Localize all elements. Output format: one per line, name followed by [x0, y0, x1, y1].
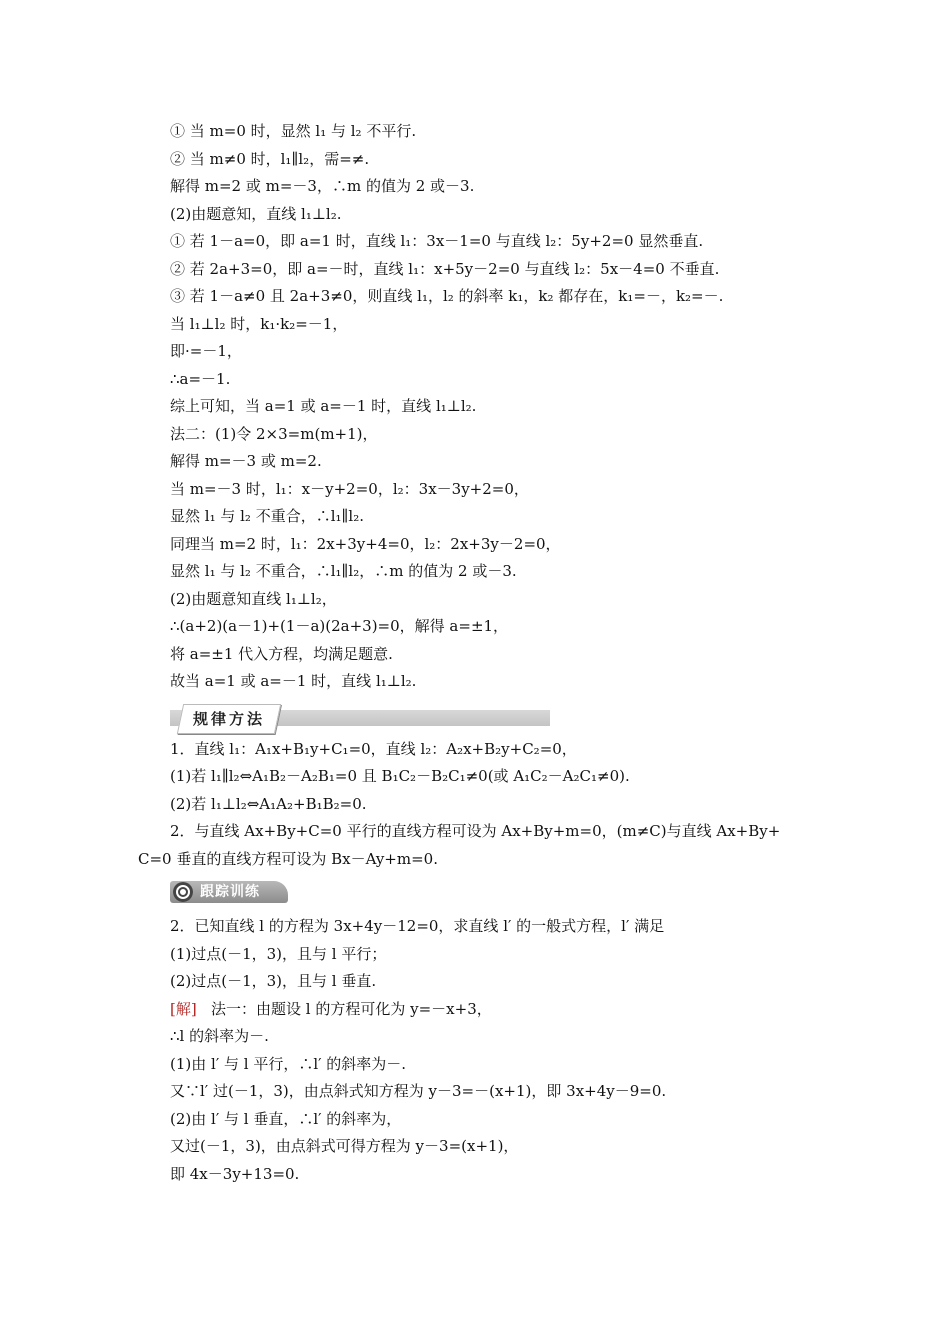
method-section: [138, 736, 820, 874]
text-line: C=0 垂直的直线方程可设为 Bx－Ay+m=0.: [138, 849, 438, 868]
method-banner: [170, 702, 820, 732]
text-line: (1)由 l′ 与 l 平行，∴l′ 的斜率为－.: [170, 1054, 407, 1073]
text-line: 显然 l₁ 与 l₂ 不重合，∴l₁∥l₂，∴m 的值为 2 或－3.: [170, 562, 517, 580]
text-line: (2)若 l₁⊥l₂⇔A₁A₂+B₁B₂=0.: [170, 794, 367, 813]
text-line: 显然 l₁ 与 l₂ 不重合，∴l₁∥l₂.: [170, 507, 365, 525]
text-line: ② 当 m≠0 时，l₁∥l₂，需=≠.: [170, 149, 370, 168]
practice-section: [170, 913, 820, 1188]
text-line: 法二：(1)令 2×3=m(m+1)，: [170, 424, 378, 443]
text-line: (2)由 l′ 与 l 垂直，∴l′ 的斜率为，: [170, 1109, 402, 1128]
text-line: (2)由题意知，直线 l₁⊥l₂.: [170, 204, 342, 223]
text-line: 即·=－1，: [170, 342, 242, 360]
text-line: (2)过点(－1，3)，且与 l 垂直.: [170, 972, 377, 990]
text-line: 又过(－1，3)，由点斜式可得方程为 y－3=(x+1)，: [170, 1137, 519, 1155]
solution-text: 法一：由题设 l 的方程可化为 y=－x+3，: [211, 999, 492, 1018]
practice-banner: [170, 879, 820, 907]
solution-tag: [解]: [170, 999, 197, 1018]
banner-label: 跟踪训练: [200, 884, 260, 900]
text-line: (1)若 l₁∥l₂⇔A₁B₂－A₂B₁=0 且 B₁C₂－B₂C₁≠0(或 A₁C₂－A₂C₁≠0).: [170, 767, 630, 785]
banner-label-text: 规律方法: [193, 709, 266, 728]
text-line: 解得 m=2 或 m=－3，∴m 的值为 2 或－3.: [170, 177, 475, 195]
text-line: 故当 a=1 或 a=－1 时，直线 l₁⊥l₂.: [170, 672, 417, 690]
text-line: ∴a=－1.: [170, 369, 231, 388]
text-line: ② 若 2a+3=0，即 a=－时，直线 l₁：x+5y－2=0 与直线 l₂：5x－4=0 不垂直.: [170, 259, 720, 278]
page-content: [138, 118, 820, 1188]
solution-first-line: [170, 996, 820, 1024]
text-line: 解得 m=－3 或 m=2.: [170, 452, 322, 470]
target-icon: [173, 882, 193, 902]
text-line: (1)过点(－1，3)，且与 l 平行；: [170, 944, 387, 963]
text-line: 将 a=±1 代入方程，均满足题意.: [170, 644, 393, 663]
solution-part-a: [170, 118, 820, 696]
text-line: 即 4x－3y+13=0.: [170, 1164, 300, 1183]
text-line: ∴(a+2)(a－1)+(1－a)(2a+3)=0，解得 a=±1，: [170, 617, 509, 635]
banner-label: [177, 704, 281, 734]
text-line: 当 l₁⊥l₂ 时，k₁·k₂=－1，: [170, 314, 348, 333]
text-line: (2)由题意知直线 l₁⊥l₂，: [170, 589, 337, 608]
text-line: 2．已知直线 l 的方程为 3x+4y－12=0，求直线 l′ 的一般式方程，l′ 满足: [170, 917, 665, 935]
text-line: ∴l 的斜率为－.: [170, 1027, 269, 1045]
text-line: ③ 若 1－a≠0 且 2a+3≠0，则直线 l₁，l₂ 的斜率 k₁，k₂ 都存在，k₁=－，k₂=－.: [170, 287, 724, 305]
text-line: 综上可知，当 a=1 或 a=－1 时，直线 l₁⊥l₂.: [170, 397, 477, 415]
text-line: 又∵l′ 过(－1，3)，由点斜式知方程为 y－3=－(x+1)，即 3x+4y－9=0.: [170, 1082, 667, 1100]
text-line: ① 当 m=0 时，显然 l₁ 与 l₂ 不平行.: [170, 122, 417, 140]
text-line: 1．直线 l₁：A₁x+B₁y+C₁=0，直线 l₂：A₂x+B₂y+C₂=0，: [170, 739, 577, 758]
text-line: ① 若 1－a=0，即 a=1 时，直线 l₁：3x－1=0 与直线 l₂：5y+2=0 显然垂直.: [170, 232, 704, 250]
text-line: 同理当 m=2 时，l₁：2x+3y+4=0，l₂：2x+3y－2=0，: [170, 534, 561, 553]
text-line: 当 m=－3 时，l₁：x－y+2=0，l₂：3x－3y+2=0，: [170, 479, 529, 498]
text-line: 2．与直线 Ax+By+C=0 平行的直线方程可设为 Ax+By+m=0，(m≠C)与直线 Ax+By+: [170, 822, 781, 840]
